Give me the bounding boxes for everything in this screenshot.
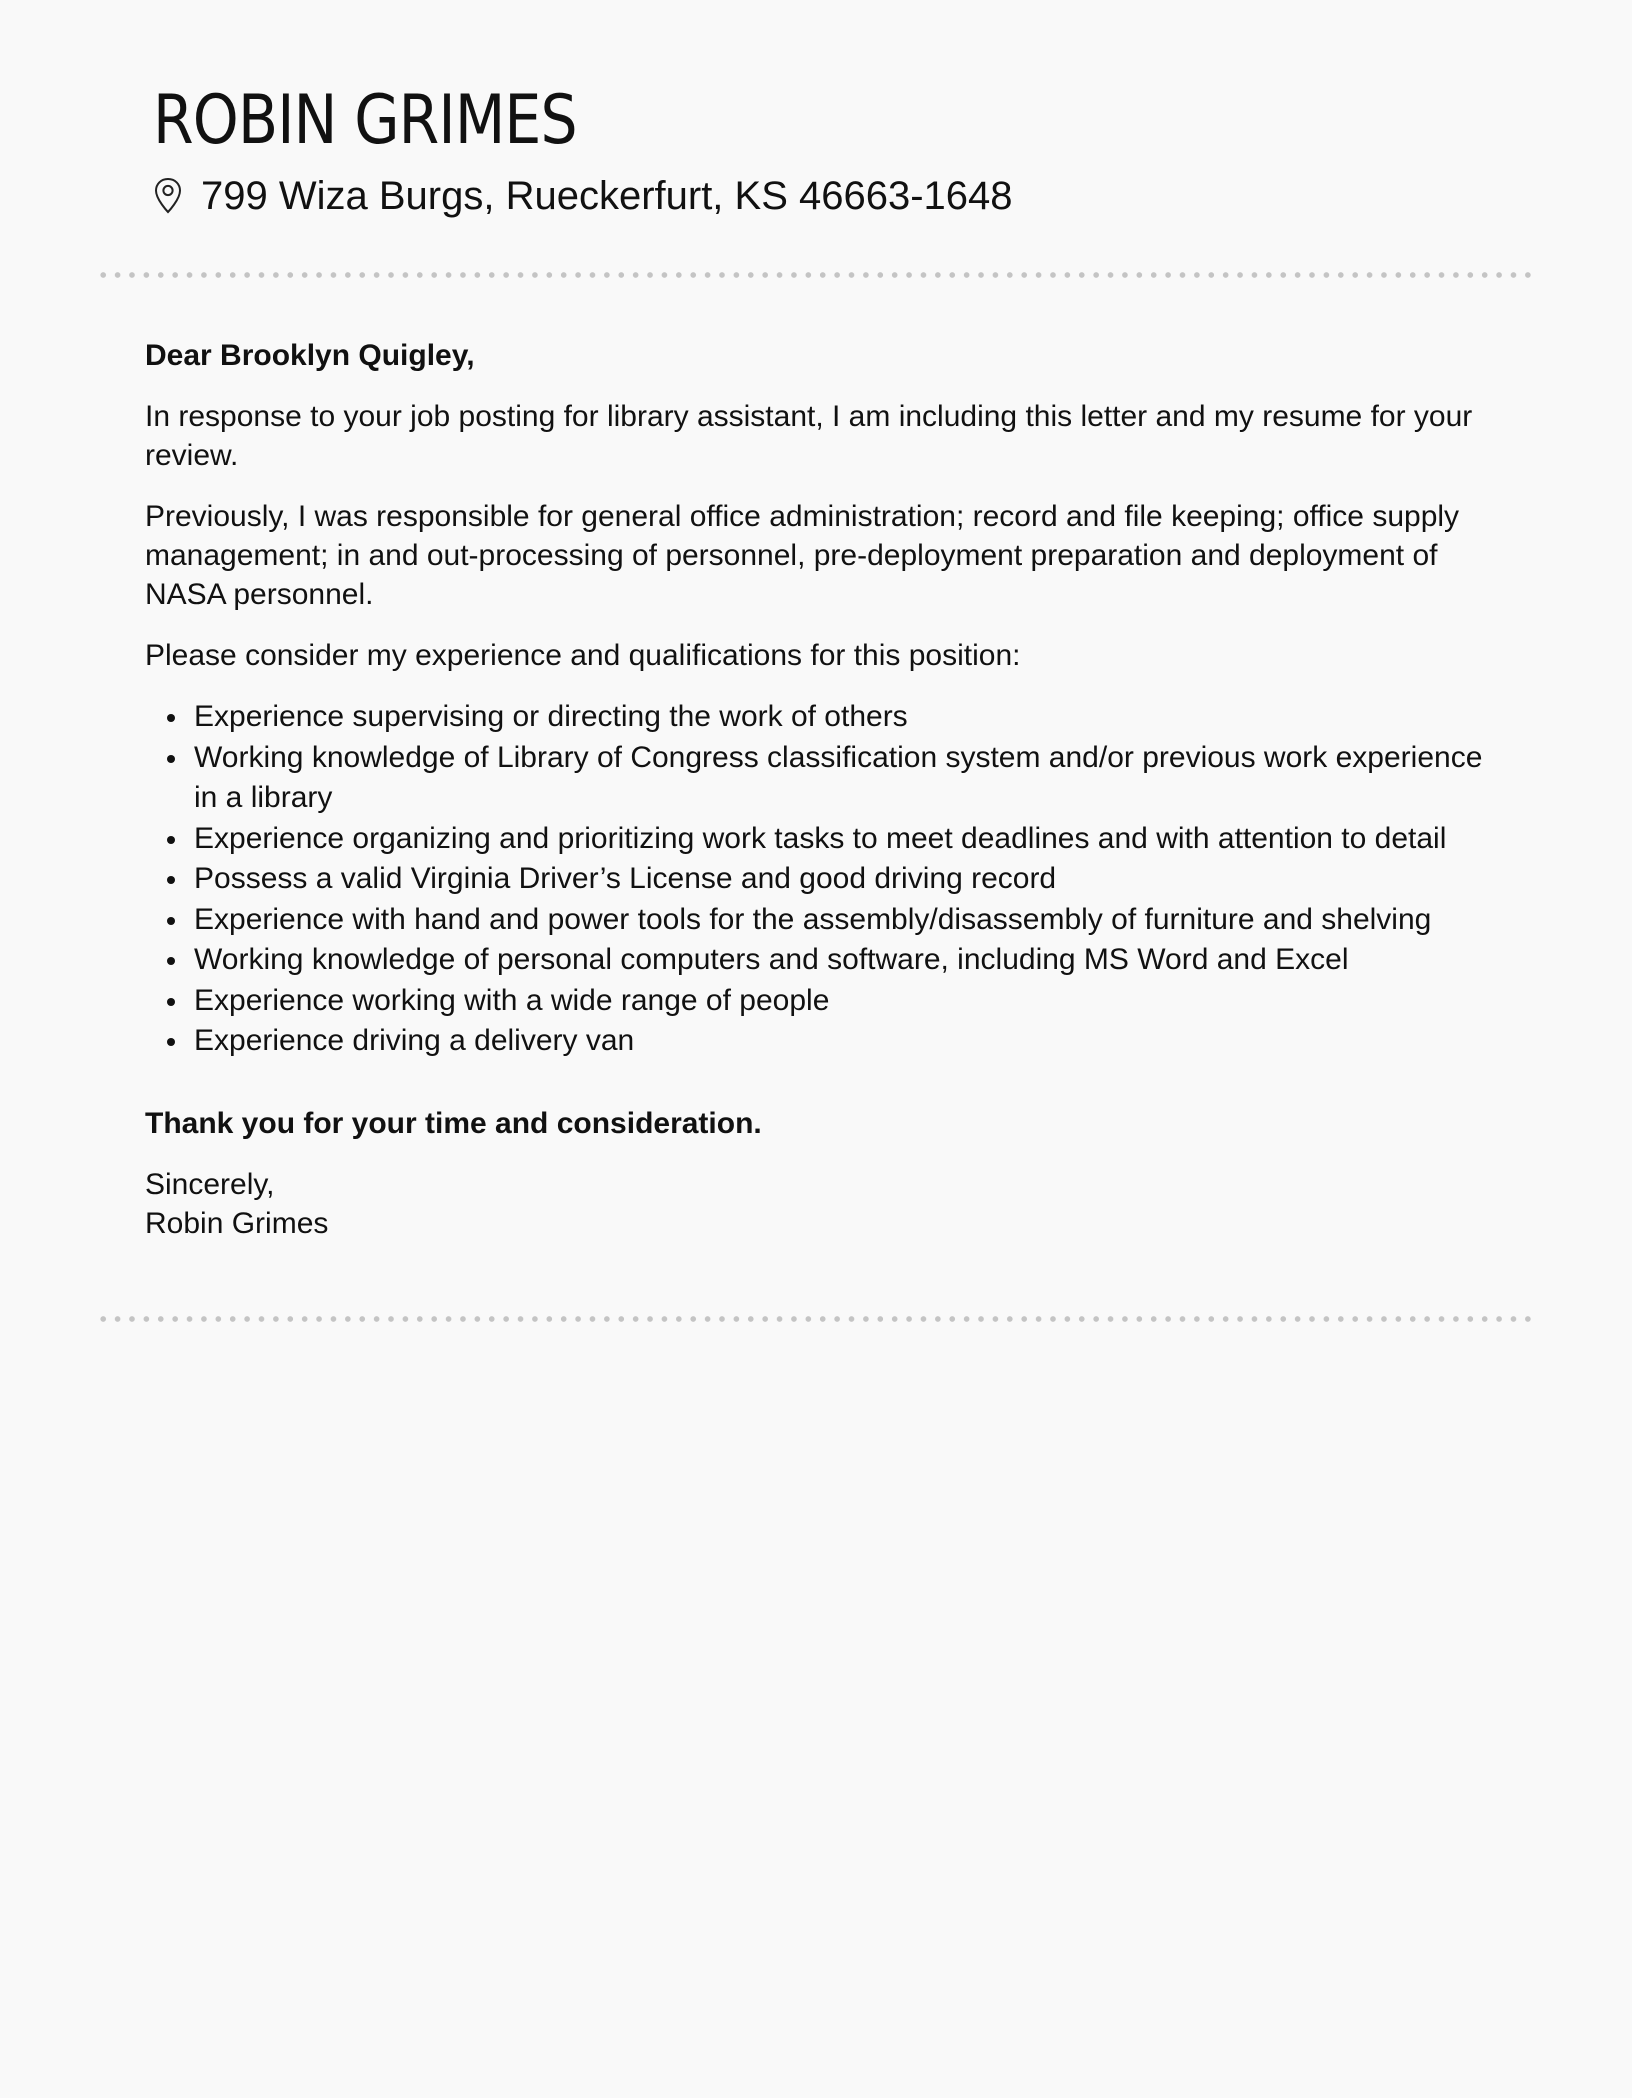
applicant-name: ROBIN GRIMES <box>153 81 577 160</box>
letter-body <box>145 336 1495 1243</box>
list-item: Experience supervising or directing the work of others <box>145 697 1495 738</box>
list-item: Experience driving a delivery van <box>145 1021 1495 1062</box>
list-item: Experience organizing and prioritizing work tasks to meet deadlines and with attention to detail <box>145 819 1495 860</box>
applicant-address: 799 Wiza Burgs, Rueckerfurt, KS 46663-1648 <box>201 174 1013 218</box>
closing-line: Thank you for your time and consideration. <box>145 1106 762 1140</box>
signature-name: Robin Grimes <box>145 1206 329 1240</box>
list-item: Working knowledge of Library of Congress classification system and/or previous work experience in a library <box>145 738 1495 819</box>
list-item: Experience working with a wide range of people <box>145 981 1495 1022</box>
list-item: Possess a valid Virginia Driver’s License and good driving record <box>145 859 1495 900</box>
map-pin-icon <box>153 177 183 215</box>
top-dotted-divider <box>96 272 1536 278</box>
letter-header <box>153 76 1493 224</box>
experience-paragraph: Previously, I was responsible for general office administration; record and file keeping; office supply management; in and out-processing of personnel, pre-deployment preparation and deployment of NASA personnel. <box>145 500 1460 611</box>
signoff: Sincerely, <box>145 1167 275 1201</box>
qualifications-list <box>145 697 1495 1062</box>
list-item: Working knowledge of personal computers and software, including MS Word and Excel <box>145 940 1495 981</box>
address-row <box>153 168 1493 224</box>
list-item: Experience with hand and power tools for the assembly/disassembly of furniture and shelving <box>145 900 1495 941</box>
intro-paragraph: In response to your job posting for library assistant, I am including this letter and my resume for your review. <box>145 400 1473 472</box>
salutation: Dear Brooklyn Quigley, <box>145 339 475 372</box>
bottom-dotted-divider <box>96 1316 1536 1322</box>
qualifications-intro: Please consider my experience and qualifications for this position: <box>145 639 1021 672</box>
